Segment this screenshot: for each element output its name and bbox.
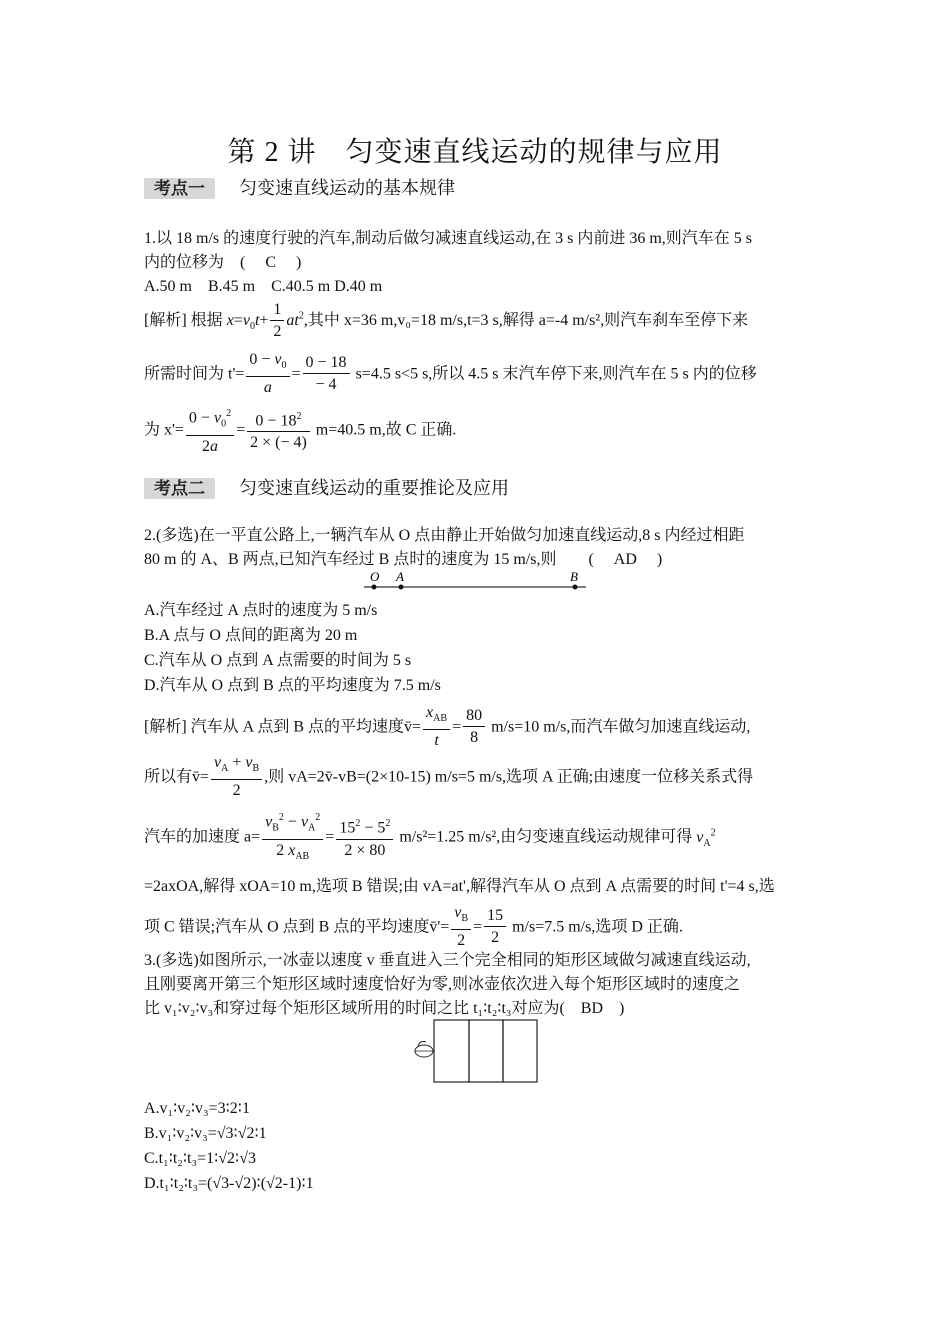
section-1-heading: 匀变速直线运动的基本规律 <box>239 178 455 198</box>
q1-analysis-line3: 为 x'= $\frac{0 - v_0^2}{2a}$ = $\frac{0 - 18^2}{2 \times (- 4)}$ m=40.5 m,故 C 正确. <box>144 404 456 458</box>
q1-analysis-label: [解析] <box>144 312 187 330</box>
section-1-badge: 考点一 <box>144 178 215 199</box>
q2-fraction-avg-velocity: $\frac{v_A + v_B}{2}$ <box>211 753 262 802</box>
section-1-header <box>144 174 455 200</box>
q2-analysis5-pre: 项 C 错误;汽车从 O 点到 B 点的平均速度v̄'= <box>144 918 450 936</box>
q2-fraction-acceleration-values: $\frac{15^2 - 5^2}{2 \times 80}$ <box>336 814 393 861</box>
rectangle-1 <box>434 1020 469 1082</box>
point-o <box>372 585 377 590</box>
q2-analysis-line4: =2axOA,解得 xOA=10 m,选项 B 错误;由 vA=at',解得汽车从 O 点到 A 点需要的时间 t'=4 s,选 <box>144 878 775 895</box>
q2-analysis1-pre: 汽车从 A 点到 B 点的平均速度v̄= <box>190 718 422 736</box>
label-a: A <box>396 569 404 584</box>
point-a <box>399 585 404 590</box>
q2-analysis-line3: 汽车的加速度 a= $\frac{v_B^2 - v_A^2}{2 x_{AB}}$ = $\frac{15^2 - 5^2}{2 \times 80}$ m/s²=1.25 m/s²,由匀变速直线运动规律可得 $v_A^2$ <box>144 808 716 868</box>
q2-analysis2-post: ,则 vA=2v̄-vB=(2×10-15) m/s=5 m/s,选项 A 正确;由速度一位移关系式得 <box>264 768 754 786</box>
q2-stem-line1: 2.(多选)在一平直公路上,一辆汽车从 O 点由静止开始做匀加速直线运动,8 s 内经过相距 <box>144 527 745 544</box>
rectangle-2 <box>469 1020 503 1082</box>
q2-analysis-line1: [解析] 汽车从 A 点到 B 点的平均速度v̄= $\frac{x_{AB}}{t}$ = $\frac{80}{8}$ m/s=10 m/s,而汽车做匀加速直线运动, <box>144 703 750 752</box>
q3-stem-line1: 3.(多选)如图所示,一冰壶以速度 v 垂直进入三个完全相同的矩形区域做匀减速直线运动, <box>144 952 751 969</box>
q2-fraction-avg-ob-values: $\frac{15}{2}$ <box>484 906 506 949</box>
section-2-heading: 匀变速直线运动的重要推论及应用 <box>239 478 509 498</box>
q2-analysis-line2 <box>144 753 753 802</box>
q1-stem-line2: 内的位移为 ( C ) <box>144 254 302 271</box>
q1-analysis3-post: m=40.5 m,故 C 正确. <box>315 421 457 439</box>
q2-fraction-avg-ab-values: $\frac{80}{8}$ <box>463 706 485 749</box>
q3-option-a: A.v₁∶v₂∶v₃=3∶2∶1 <box>144 1100 250 1117</box>
q2-analysis-label: [解析] <box>144 718 187 736</box>
q1-fraction-time-values: $\frac{0 - 18}{- 4}$ <box>303 353 350 396</box>
q1-analysis-post: ,其中 x=36 m,v₀=18 m/s,t=3 s,解得 a=-4 m/s²,则汽车刹车至停下来 <box>303 312 749 330</box>
q3-stem-line3: 比 v₁∶v₂∶v₃和穿过每个矩形区域所用的时间之比 t₁∶t₂∶t₃对应为( BD ) <box>144 1000 625 1017</box>
q3-option-b: B.v₁∶v₂∶v₃=√3∶√2∶1 <box>144 1125 267 1142</box>
rectangle-3 <box>503 1020 537 1082</box>
q1-options: A.50 m B.45 m C.40.5 m D.40 m <box>144 278 383 295</box>
q3-option-d: D.t₁∶t₂∶t₃=(√3-√2)∶(√2-1)∶1 <box>144 1175 314 1192</box>
label-b: B <box>570 569 578 584</box>
q2-road-diagram <box>360 568 590 594</box>
q2-analysis3-post: m/s²=1.25 m/s²,由匀变速直线运动规律可得 <box>399 828 693 846</box>
q1-fraction-time: $\frac{0 - v_0}{a}$ <box>246 350 289 399</box>
q1-analysis-line1 <box>144 300 748 343</box>
q1-analysis2-pre: 所需时间为 t'= <box>144 365 245 383</box>
q1-analysis-pre: 根据 <box>190 312 223 330</box>
q3-option-c: C.t₁∶t₂∶t₃=1∶√2∶√3 <box>144 1150 256 1167</box>
q1-analysis3-pre: 为 x'= <box>144 421 184 439</box>
q2-stem-line2: 80 m 的 A、B 两点,已知汽车经过 B 点时的速度为 15 m/s,则 ( AD ) <box>144 551 663 568</box>
q2-option-b: B.A 点与 O 点间的距离为 20 m <box>144 627 358 644</box>
q2-fraction-acceleration: $\frac{v_B^2 - v_A^2}{2 x_{AB}}$ <box>262 808 323 868</box>
section-2-badge: 考点二 <box>144 478 215 499</box>
q2-analysis5-post: m/s=7.5 m/s,选项 D 正确. <box>512 918 683 936</box>
q1-fraction-displacement-values: $\frac{0 - 18^2}{2 \times (- 4)}$ <box>247 407 310 454</box>
q3-stem-line2: 且刚要离开第三个矩形区域时速度恰好为零,则冰壶依次进入每个矩形区域时的速度之 <box>144 976 741 993</box>
q1-formula-displacement: $x=v_0t+$ $\frac{1}{2}$ $at^2$ <box>226 301 304 340</box>
page-title: 第 2 讲 匀变速直线运动的规律与应用 <box>227 137 723 168</box>
q1-stem-line1: 1.以 18 m/s 的速度行驶的汽车,制动后做匀减速直线运动,在 3 s 内前进 36 m,则汽车在 5 s <box>144 230 753 247</box>
q2-fraction-avg-ob: $\frac{v_B}{2}$ <box>451 903 471 952</box>
curling-stone-icon <box>415 1042 433 1058</box>
label-o: O <box>370 569 380 584</box>
q2-va-squared: $v_A^2$ <box>696 827 716 849</box>
q1-fraction-displacement: $\frac{0 - v_0^2}{2a}$ <box>186 404 234 458</box>
q2-analysis3-pre: 汽车的加速度 a= <box>144 828 261 846</box>
q2-analysis-line5: 项 C 错误;汽车从 O 点到 B 点的平均速度v̄'= $\frac{v_B}{2}$ = $\frac{15}{2}$ m/s=7.5 m/s,选项 D 正确. <box>144 903 683 952</box>
q1-analysis-line2: 所需时间为 t'= $\frac{0 - v_0}{a}$ = $\frac{0 - 18}{- 4}$ s=4.5 s<5 s,所以 4.5 s 末汽车停下来,则汽车在 5 s 内的位移 <box>144 350 757 399</box>
q2-fraction-avg-ab: $\frac{x_{AB}}{t}$ <box>423 703 450 752</box>
point-b <box>573 585 578 590</box>
q3-curling-diagram <box>408 1018 544 1086</box>
q2-analysis1-post: m/s=10 m/s,而汽车做匀加速直线运动, <box>491 718 751 736</box>
q2-option-a: A.汽车经过 A 点时的速度为 5 m/s <box>144 602 378 619</box>
q2-analysis2-pre: 所以有v̄= <box>144 768 210 786</box>
section-2-header <box>144 474 509 500</box>
q1-analysis2-post: s=4.5 s<5 s,所以 4.5 s 末汽车停下来,则汽车在 5 s 内的位移 <box>355 365 757 383</box>
q2-option-c: C.汽车从 O 点到 A 点需要的时间为 5 s <box>144 652 412 669</box>
q2-option-d: D.汽车从 O 点到 B 点的平均速度为 7.5 m/s <box>144 677 441 694</box>
